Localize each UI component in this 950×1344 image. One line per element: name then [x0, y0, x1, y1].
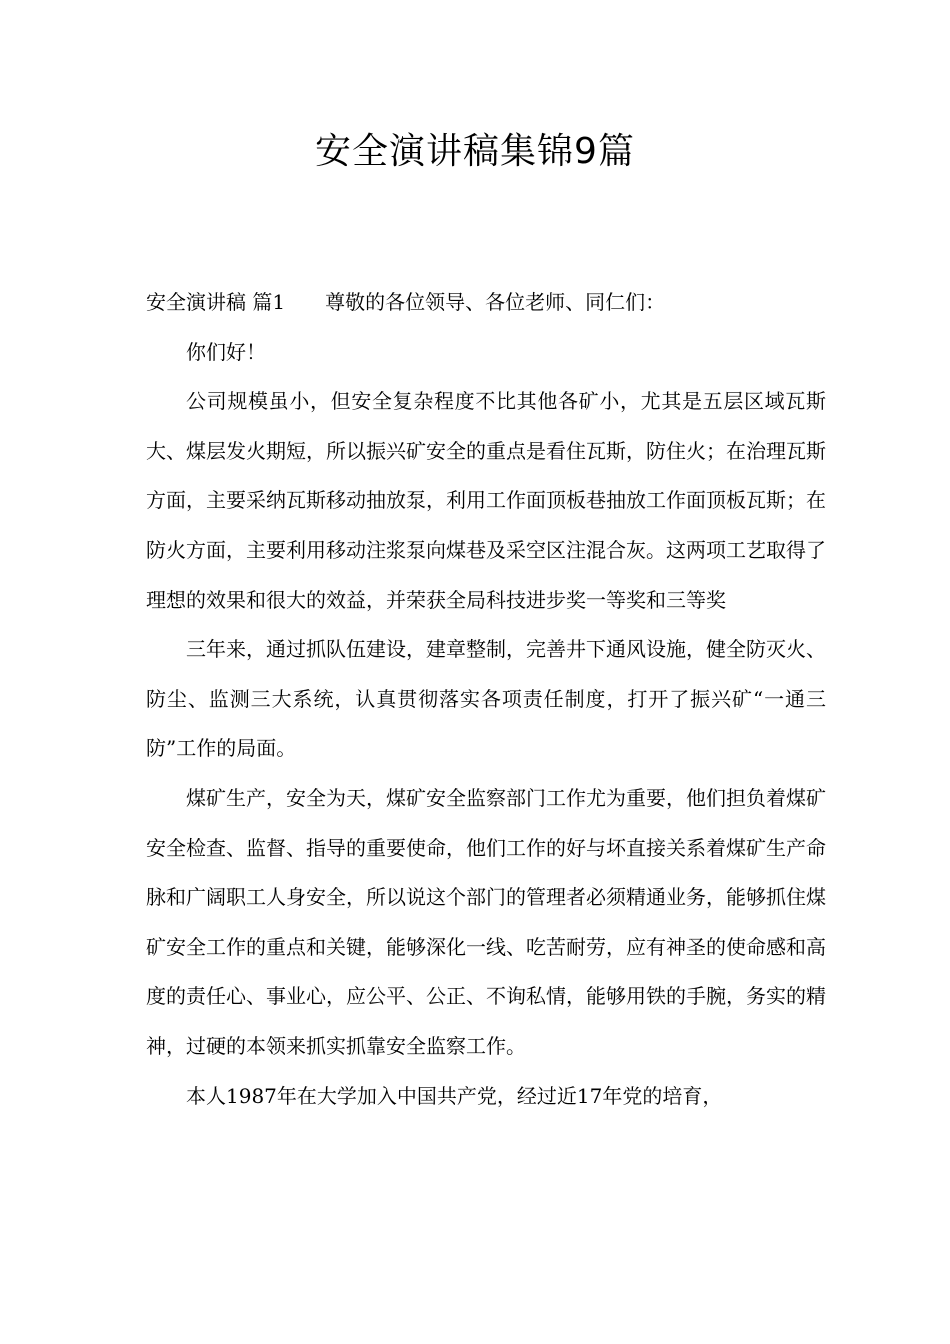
opening-line [146, 278, 826, 328]
document-body [146, 278, 826, 1121]
paragraph: 煤矿生产，安全为天，煤矿安全监察部门工作尤为重要，他们担负着煤矿安全检查、监督、指导的重要使命，他们工作的好与坏直接关系着煤矿生产命脉和广阔职工人身安全，所以说这个部门的管理者必须精通业务，能够抓住煤矿安全工作的重点和关键，能够深化一线、吃苦耐劳，应有神圣的使命感和高度的责任心、事业心，应公平、公正、不询私情，能够用铁的手腕，务实的精神，过硬的本领来抓实抓靠安全监察工作。 [146, 785, 826, 1058]
paragraph-greeting: 你们好！ [186, 339, 266, 364]
paragraph: 公司规模虽小，但安全复杂程度不比其他各矿小，尤其是五层区域瓦斯大、煤层发火期短，所以振兴矿安全的重点是看住瓦斯，防住火；在治理瓦斯方面，主要采纳瓦斯移动抽放泵，利用工作面顶板巷抽放工作面顶板瓦斯；在防火方面，主要利用移动注浆泵向煤巷及采空区注混合灰。这两项工艺取得了理想的效果和很大的效益，并荣获全局科技进步奖一等奖和三等奖 [146, 389, 826, 612]
document-title: 安全演讲稿集锦9篇 [315, 131, 635, 172]
paragraph: 三年来，通过抓队伍建设，建章整制，完善井下通风设施，健全防灭火、防尘、监测三大系统，认真贯彻落实各项责任制度，打开了振兴矿“一通三防”工作的局面。 [146, 637, 826, 761]
paragraph: 本人1987年在大学加入中国共产党，经过近17年党的培育， [186, 1083, 723, 1108]
salutation: 尊敬的各位领导、各位老师、同仁们： [325, 290, 666, 314]
section-label: 安全演讲稿 篇1 [146, 290, 286, 314]
